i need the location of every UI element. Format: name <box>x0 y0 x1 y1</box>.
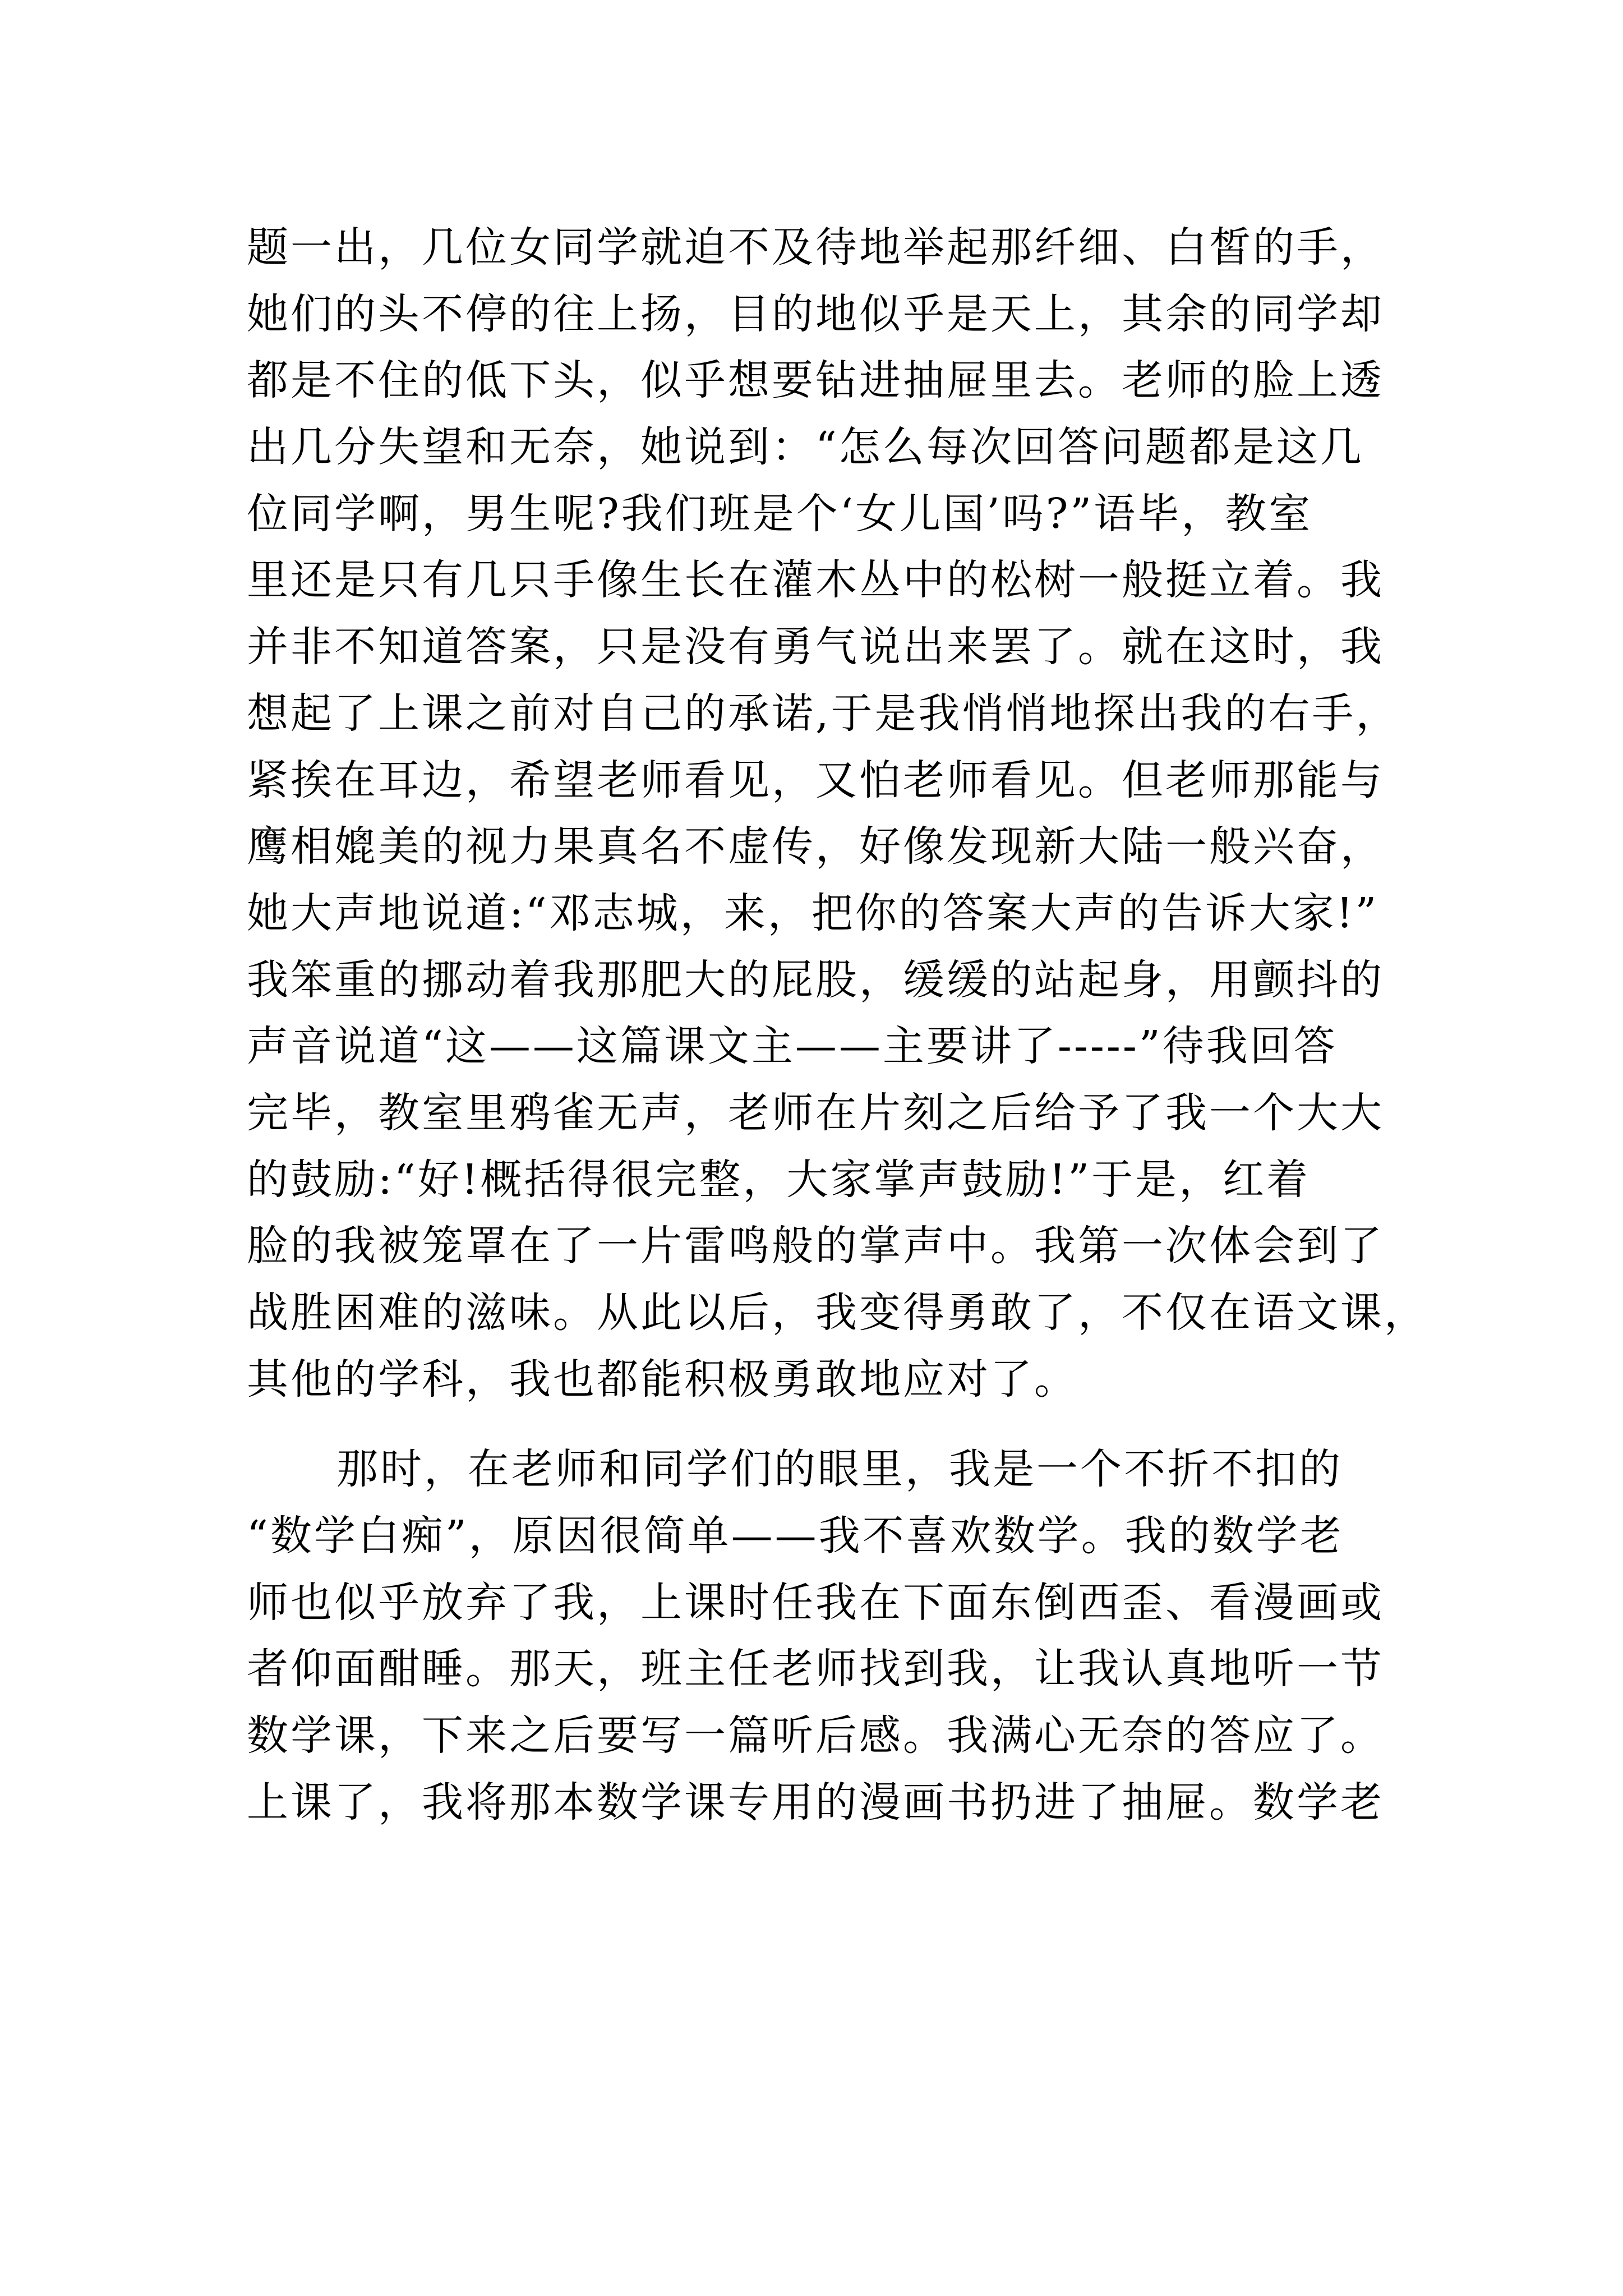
text-line: 她大声地说道:“邓志城，来，把你的答案大声的告诉大家!” <box>247 889 1379 937</box>
paragraph-2 <box>247 1436 1385 1835</box>
text-line: 题一出，几位女同学就迫不及待地举起那纤细、白皙的手， <box>247 223 1384 272</box>
text-line: 师也似乎放弃了我，上课时任我在下面东倒西歪、看漫画或 <box>247 1578 1384 1627</box>
text-line: 其他的学科，我也都能积极勇敢地应对了。 <box>247 1355 1078 1404</box>
text-line: 者仰面酣睡。那天，班主任老师找到我，让我认真地听一节 <box>247 1645 1384 1694</box>
document-body <box>247 214 1428 1836</box>
text-line: 紧挨在耳边，希望老师看见，又怕老师看见。但老师那能与 <box>247 756 1384 804</box>
text-line: 出几分失望和无奈，她说到：“怎么每次回答问题都是这几 <box>247 423 1364 472</box>
paragraph-1 <box>247 214 1428 1412</box>
text-line: 她们的头不停的往上扬，目的地似乎是天上，其余的同学却 <box>247 289 1384 338</box>
paragraph-spacer <box>247 1412 1385 1436</box>
text-line: 脸的我被笼罩在了一片雷鸣般的掌声中。我第一次体会到了 <box>247 1222 1384 1271</box>
text-line: “数学白痴”，原因很简单——我不喜欢数学。我的数学老 <box>247 1512 1344 1561</box>
text-line: 完毕，教室里鸦雀无声，老师在片刻之后给予了我一个大大 <box>247 1088 1384 1137</box>
text-line: 声音说道“这——这篇课文主——主要讲了-----”待我回答 <box>247 1022 1338 1071</box>
text-line: 上课了，我将那本数学课专用的漫画书扔进了抽屉。数学老 <box>247 1778 1384 1826</box>
text-line: 我笨重的挪动着我那肥大的屁股，缓缓的站起身，用颤抖的 <box>247 955 1384 1004</box>
text-line: 鹰相媲美的视力果真名不虚传，好像发现新大陆一般兴奋， <box>247 822 1384 871</box>
text-line-indented: 那时，在老师和同学们的眼里，我是一个不折不扣的 <box>336 1445 1343 1494</box>
text-line: 并非不知道答案，只是没有勇气说出来罢了。就在这时，我 <box>247 623 1384 671</box>
text-line: 都是不住的低下头，似乎想要钻进抽屉里去。老师的脸上透 <box>247 356 1384 405</box>
text-line: 里还是只有几只手像生长在灌木丛中的松树一般挺立着。我 <box>247 556 1384 605</box>
text-line: 战胜困难的滋味。从此以后，我变得勇敢了，不仅在语文课， <box>247 1289 1428 1337</box>
text-line: 数学课，下来之后要写一篇听后感。我满心无奈的答应了。 <box>247 1711 1384 1760</box>
text-line: 的鼓励:“好!概括得很完整，大家掌声鼓励!”于是，红着 <box>247 1155 1311 1204</box>
text-line: 想起了上课之前对自己的承诺,于是我悄悄地探出我的右手， <box>247 689 1400 738</box>
text-line: 位同学啊，男生呢?我们班是个‘女儿国’吗?”语毕，教室 <box>247 489 1313 538</box>
